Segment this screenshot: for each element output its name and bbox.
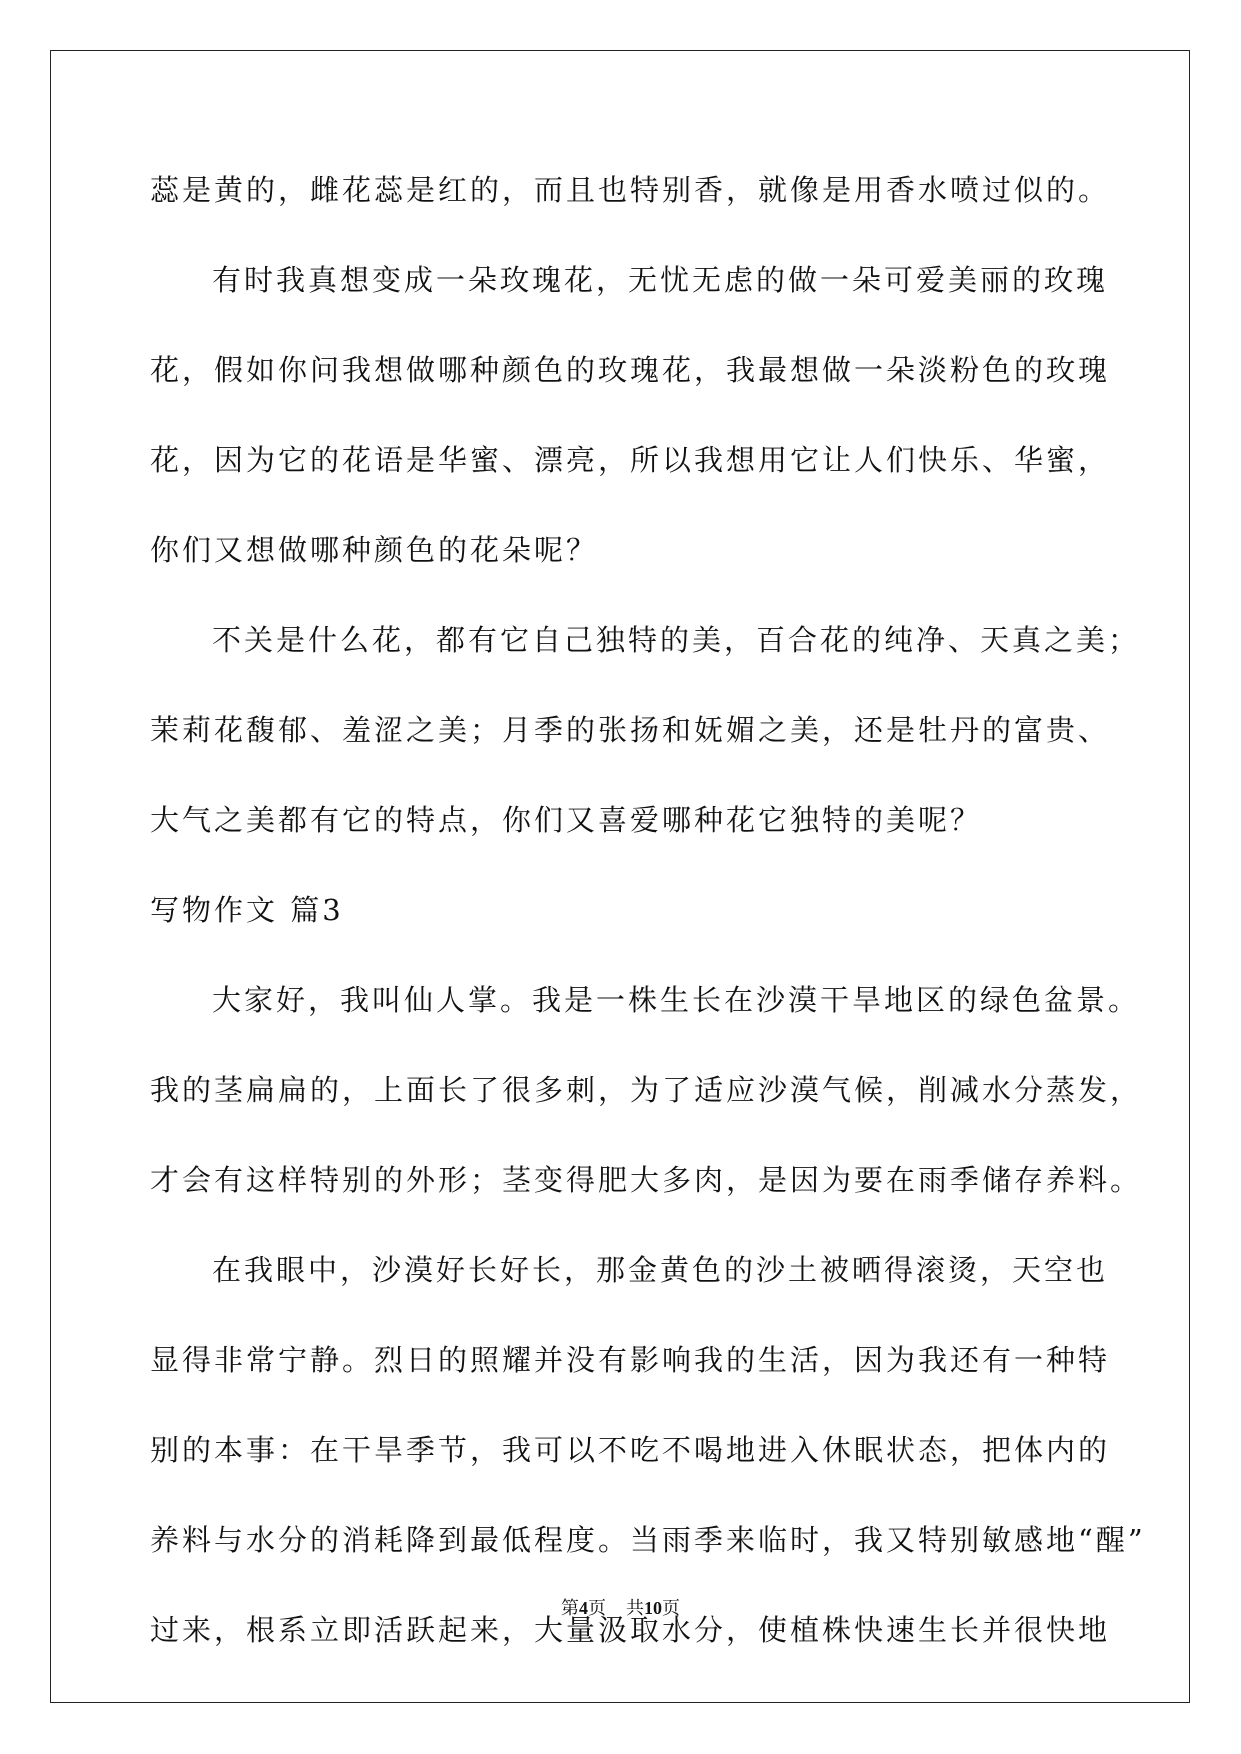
text-line: 别的本事：在干旱季节，我可以不吃不喝地进入休眠状态，把体内的 bbox=[150, 1433, 1111, 1467]
text-line: 茉莉花馥郁、羞涩之美；月季的张扬和妩媚之美，还是牡丹的富贵、 bbox=[150, 713, 1111, 747]
text-line: 在我眼中，沙漠好长好长，那金黄色的沙土被晒得滚烫，天空也 bbox=[212, 1253, 1109, 1287]
page-number: 4 bbox=[579, 1598, 588, 1618]
text-line: 蕊是黄的，雌花蕊是红的，而且也特别香，就像是用香水喷过似的。 bbox=[150, 173, 1111, 207]
text-line: 花，因为它的花语是华蜜、漂亮，所以我想用它让人们快乐、华蜜， bbox=[150, 443, 1111, 477]
total-prefix: 共 bbox=[626, 1598, 644, 1619]
text-line: 你们又想做哪种颜色的花朵呢？ bbox=[150, 533, 599, 567]
page-footer bbox=[0, 1596, 1241, 1621]
text-line: 过来，根系立即活跃起来，大量汲取水分，使植株快速生长并很快地 bbox=[150, 1613, 1111, 1647]
text-line: 不关是什么花，都有它自己独特的美，百合花的纯净、天真之美； bbox=[212, 623, 1141, 657]
text-line: 大气之美都有它的特点，你们又喜爱哪种花它独特的美呢？ bbox=[150, 803, 983, 837]
text-line: 大家好，我叫仙人掌。我是一株生长在沙漠干旱地区的绿色盆景。 bbox=[212, 983, 1141, 1017]
text-line: 养料与水分的消耗降到最低程度。当雨季来临时，我又特别敏感地“醒” bbox=[150, 1523, 1146, 1557]
total-suffix: 页 bbox=[662, 1598, 680, 1619]
text-line: 花，假如你问我想做哪种颜色的玫瑰花，我最想做一朵淡粉色的玫瑰 bbox=[150, 353, 1111, 387]
text-line: 我的茎扁扁的，上面长了很多刺，为了适应沙漠气候，削减水分蒸发， bbox=[150, 1073, 1143, 1107]
page-suffix: 页 bbox=[588, 1598, 606, 1619]
section-heading: 写物作文 篇3 bbox=[150, 893, 344, 927]
document-body bbox=[150, 160, 1146, 1690]
text-line: 显得非常宁静。烈日的照耀并没有影响我的生活，因为我还有一种特 bbox=[150, 1343, 1111, 1377]
total-pages: 10 bbox=[644, 1598, 662, 1618]
text-line: 有时我真想变成一朵玫瑰花，无忧无虑的做一朵可爱美丽的玫瑰 bbox=[212, 263, 1109, 297]
page-prefix: 第 bbox=[561, 1598, 579, 1619]
text-line: 才会有这样特别的外形；茎变得肥大多肉，是因为要在雨季储存养料。 bbox=[150, 1163, 1143, 1197]
